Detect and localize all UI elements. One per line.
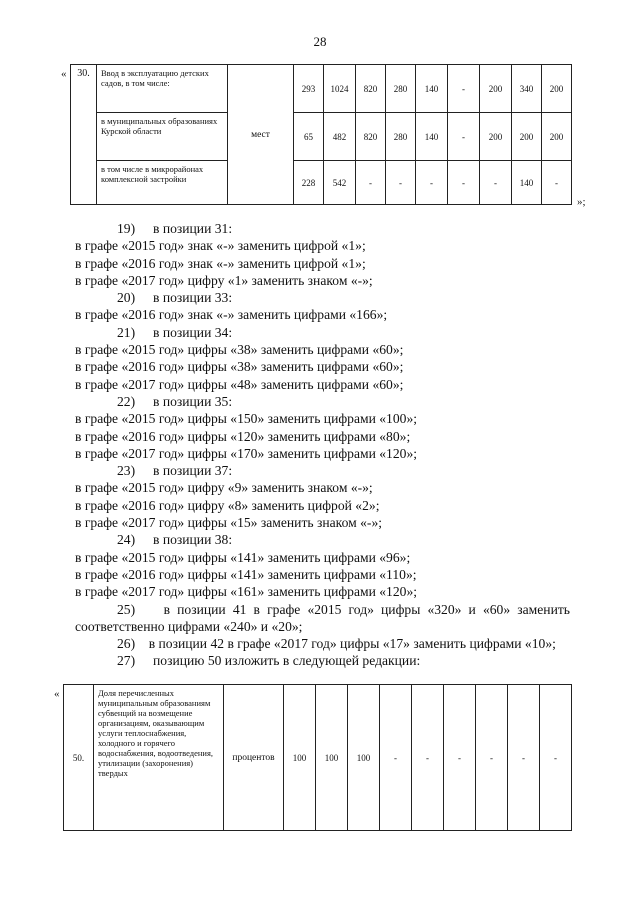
- value-cell: -: [448, 113, 480, 161]
- table2-open-quote: «: [54, 688, 60, 700]
- value-cell: 820: [356, 65, 386, 113]
- table-position-50: [63, 684, 572, 831]
- indicator-name-cell: Ввод в эксплуатацию детских садов, в том числе:: [97, 65, 228, 113]
- item-number: 21): [117, 324, 136, 340]
- table1-close-quote: »;: [577, 196, 586, 208]
- value-cell: 200: [542, 65, 572, 113]
- table-row: [71, 161, 572, 205]
- value-cell: 100: [348, 685, 380, 831]
- position-number-cell: 50.: [64, 685, 94, 831]
- instruction-line: в графе «2016 год» знак «-» заменить цифрами «166»;: [75, 307, 388, 323]
- value-cell: 542: [324, 161, 356, 205]
- value-cell: 200: [480, 65, 512, 113]
- value-cell: 482: [324, 113, 356, 161]
- item-text: позицию 50 изложить в следующей редакции:: [153, 653, 421, 669]
- item-text: в позиции 37:: [153, 463, 233, 479]
- value-cell: 280: [386, 113, 416, 161]
- value-cell: 140: [512, 161, 542, 205]
- value-cell: 293: [294, 65, 324, 113]
- value-cell: -: [356, 161, 386, 205]
- item-text: в позиции 31:: [153, 221, 233, 236]
- indicator-name-cell: Доля перечисленных муниципальным образованиям субвенций на возмещение организациям, оказывающим услуги теплоснабжения, холодного и горячего водоснабжения, водоотведения, утилизации (захоронения) твердых: [94, 685, 224, 831]
- table-row: [71, 113, 572, 161]
- value-cell: 200: [480, 113, 512, 161]
- value-cell: 200: [542, 113, 572, 161]
- instruction-line: в графе «2016 год» цифры «120» заменить цифрами «80»;: [75, 428, 411, 444]
- instruction-line: в графе «2016 год» цифры «38» заменить цифрами «60»;: [75, 359, 404, 375]
- item-number: 19): [117, 221, 136, 236]
- item-number: 23): [117, 463, 136, 479]
- value-cell: -: [508, 685, 540, 831]
- value-cell: -: [476, 685, 508, 831]
- table-position-30: [70, 64, 572, 205]
- value-cell: -: [448, 161, 480, 205]
- position-number-cell: 30.: [71, 65, 97, 205]
- table-row: [64, 685, 572, 831]
- value-cell: -: [380, 685, 412, 831]
- value-cell: -: [386, 161, 416, 205]
- instruction-item: [75, 531, 570, 548]
- value-cell: 100: [284, 685, 316, 831]
- instruction-line: в графе «2015 год» знак «-» заменить цифрой «1»;: [75, 238, 366, 254]
- value-cell: 100: [316, 685, 348, 831]
- item-text: в позиции 38:: [153, 532, 233, 548]
- instruction-line: в графе «2016 год» цифры «141» заменить цифрами «110»;: [75, 566, 417, 582]
- item-text: в позиции 33:: [153, 290, 233, 306]
- instruction-line: в графе «2017 год» цифры «15» заменить знаком «-»;: [75, 515, 383, 531]
- item-text: в позиции 34:: [153, 324, 233, 340]
- instruction-line: в графе «2015 год» цифры «141» заменить цифрами «96»;: [75, 549, 411, 565]
- value-cell: -: [480, 161, 512, 205]
- value-cell: 340: [512, 65, 542, 113]
- instruction-line: в графе «2017 год» цифру «1» заменить знаком «-»;: [75, 272, 373, 288]
- unit-cell: мест: [228, 65, 294, 205]
- value-cell: 200: [512, 113, 542, 161]
- unit-cell: процентов: [224, 685, 284, 831]
- page-number: 28: [313, 34, 327, 49]
- instruction-item: [75, 393, 570, 410]
- value-cell: 280: [386, 65, 416, 113]
- value-cell: 820: [356, 113, 386, 161]
- instruction-item: [75, 652, 570, 669]
- instruction-line: в графе «2016 год» знак «-» заменить цифрой «1»;: [75, 255, 366, 271]
- value-cell: -: [448, 65, 480, 113]
- value-cell: 1024: [324, 65, 356, 113]
- instruction-line: в графе «2015 год» цифры «38» заменить цифрами «60»;: [75, 342, 404, 358]
- instruction-line: в графе «2015 год» цифру «9» заменить знаком «-»;: [75, 480, 373, 496]
- table1-open-quote: «: [61, 68, 67, 80]
- instruction-line: в графе «2015 год» цифры «150» заменить цифрами «100»;: [75, 411, 418, 427]
- item-number: 24): [117, 532, 136, 548]
- value-cell: -: [412, 685, 444, 831]
- instruction-item: [75, 324, 570, 341]
- instruction-item: [75, 289, 570, 306]
- value-cell: -: [416, 161, 448, 205]
- instruction-paragraph: 25) в позиции 41 в графе «2015 год» цифры «320» и «60» заменить соответственно цифрами «240» и «20»;: [75, 601, 570, 634]
- item-number: 20): [117, 290, 136, 306]
- indicator-name-cell: в том числе в микрорайонах комплексной застройки: [97, 161, 228, 205]
- instruction-line: в графе «2017 год» цифры «170» заменить цифрами «120»;: [75, 445, 418, 461]
- item-text: в позиции 35:: [153, 393, 233, 409]
- value-cell: 140: [416, 65, 448, 113]
- value-cell: 228: [294, 161, 324, 205]
- value-cell: -: [540, 685, 572, 831]
- instruction-line: в графе «2017 год» цифры «48» заменить цифрами «60»;: [75, 376, 404, 392]
- instruction-paragraph: 26) в позиции 42 в графе «2017 год» цифры «17» заменить цифрами «10»;: [117, 636, 556, 652]
- value-cell: 65: [294, 113, 324, 161]
- value-cell: 140: [416, 113, 448, 161]
- value-cell: -: [542, 161, 572, 205]
- item-number: 22): [117, 393, 136, 409]
- indicator-name-cell: в муниципальных образованиях Курской области: [97, 113, 228, 161]
- instruction-item: [75, 462, 570, 479]
- value-cell: -: [444, 685, 476, 831]
- table-row: [71, 65, 572, 113]
- amendment-instructions: [75, 220, 570, 670]
- instruction-item: [75, 220, 570, 237]
- instruction-line: в графе «2016 год» цифру «8» заменить цифрой «2»;: [75, 497, 380, 513]
- item-number: 27): [117, 653, 136, 669]
- instruction-line: в графе «2017 год» цифры «161» заменить цифрами «120»;: [75, 584, 418, 600]
